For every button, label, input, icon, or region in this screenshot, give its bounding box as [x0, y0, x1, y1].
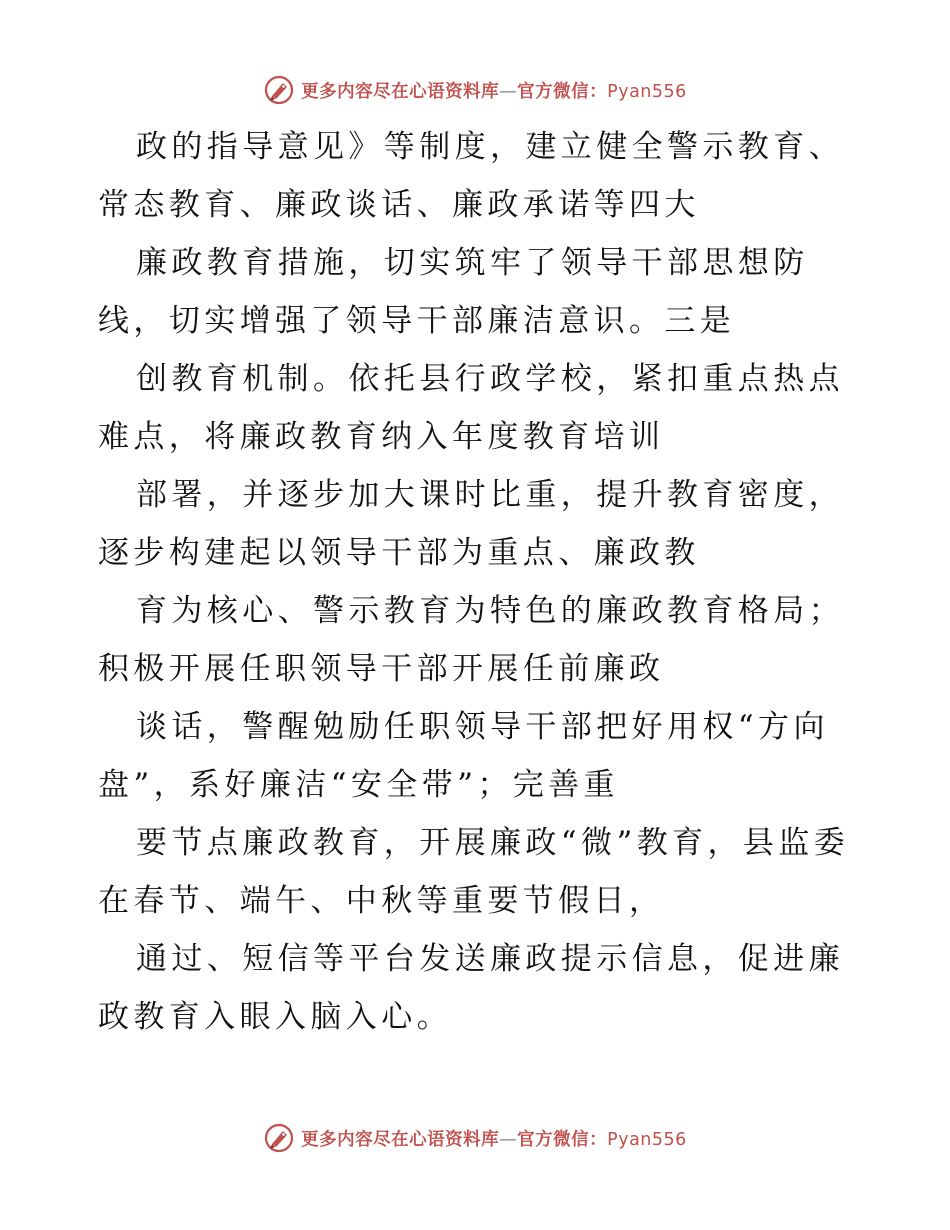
- watermark-separator: —: [499, 81, 518, 102]
- paragraph: 育为核心、警示教育为特色的廉政教育格局；积极开展任职领导干部开展任前廉政: [98, 593, 844, 687]
- watermark-contact-id: Pyan556: [607, 81, 687, 102]
- paragraph: 政的指导意见》等制度，建立健全警示教育、常态教育、廉政谈话、廉政承诺等四大: [98, 129, 844, 223]
- paragraph: 通过、短信等平台发送廉政提示信息，促进廉政教育入眼入脑入心。: [98, 941, 844, 1035]
- watermark-contact-label: 官方微信：: [517, 1129, 608, 1150]
- watermark-contact-label: 官方微信：: [517, 81, 608, 102]
- watermark-site-text: 更多内容尽在心语资料库: [301, 1129, 500, 1150]
- paragraph: 廉政教育措施，切实筑牢了领导干部思想防线，切实增强了领导干部廉洁意识。三是: [98, 245, 809, 339]
- paragraph: 要节点廉政教育，开展廉政“微”教育，县监委在春节、端午、中秋等重要节假日，: [98, 825, 850, 919]
- footer-watermark: [0, 1118, 950, 1158]
- watermark-separator: —: [499, 1129, 518, 1150]
- pen-nib-seal-icon: [263, 74, 295, 106]
- paragraph: 谈话，警醒勉励任职领导干部把好用权“方向盘”，系好廉洁“安全带”；完善重: [98, 709, 829, 803]
- watermark-contact-id: Pyan556: [607, 1129, 687, 1150]
- paragraph: 部署，并逐步加大课时比重，提升教育密度，逐步构建起以领导干部为重点、廉政教: [98, 477, 844, 571]
- paragraph: 创教育机制。依托县行政学校，紧扣重点热点难点，将廉政教育纳入年度教育培训: [98, 361, 844, 455]
- pen-nib-seal-icon: [263, 1122, 295, 1154]
- header-watermark: [0, 70, 950, 110]
- watermark-site-text: 更多内容尽在心语资料库: [301, 81, 500, 102]
